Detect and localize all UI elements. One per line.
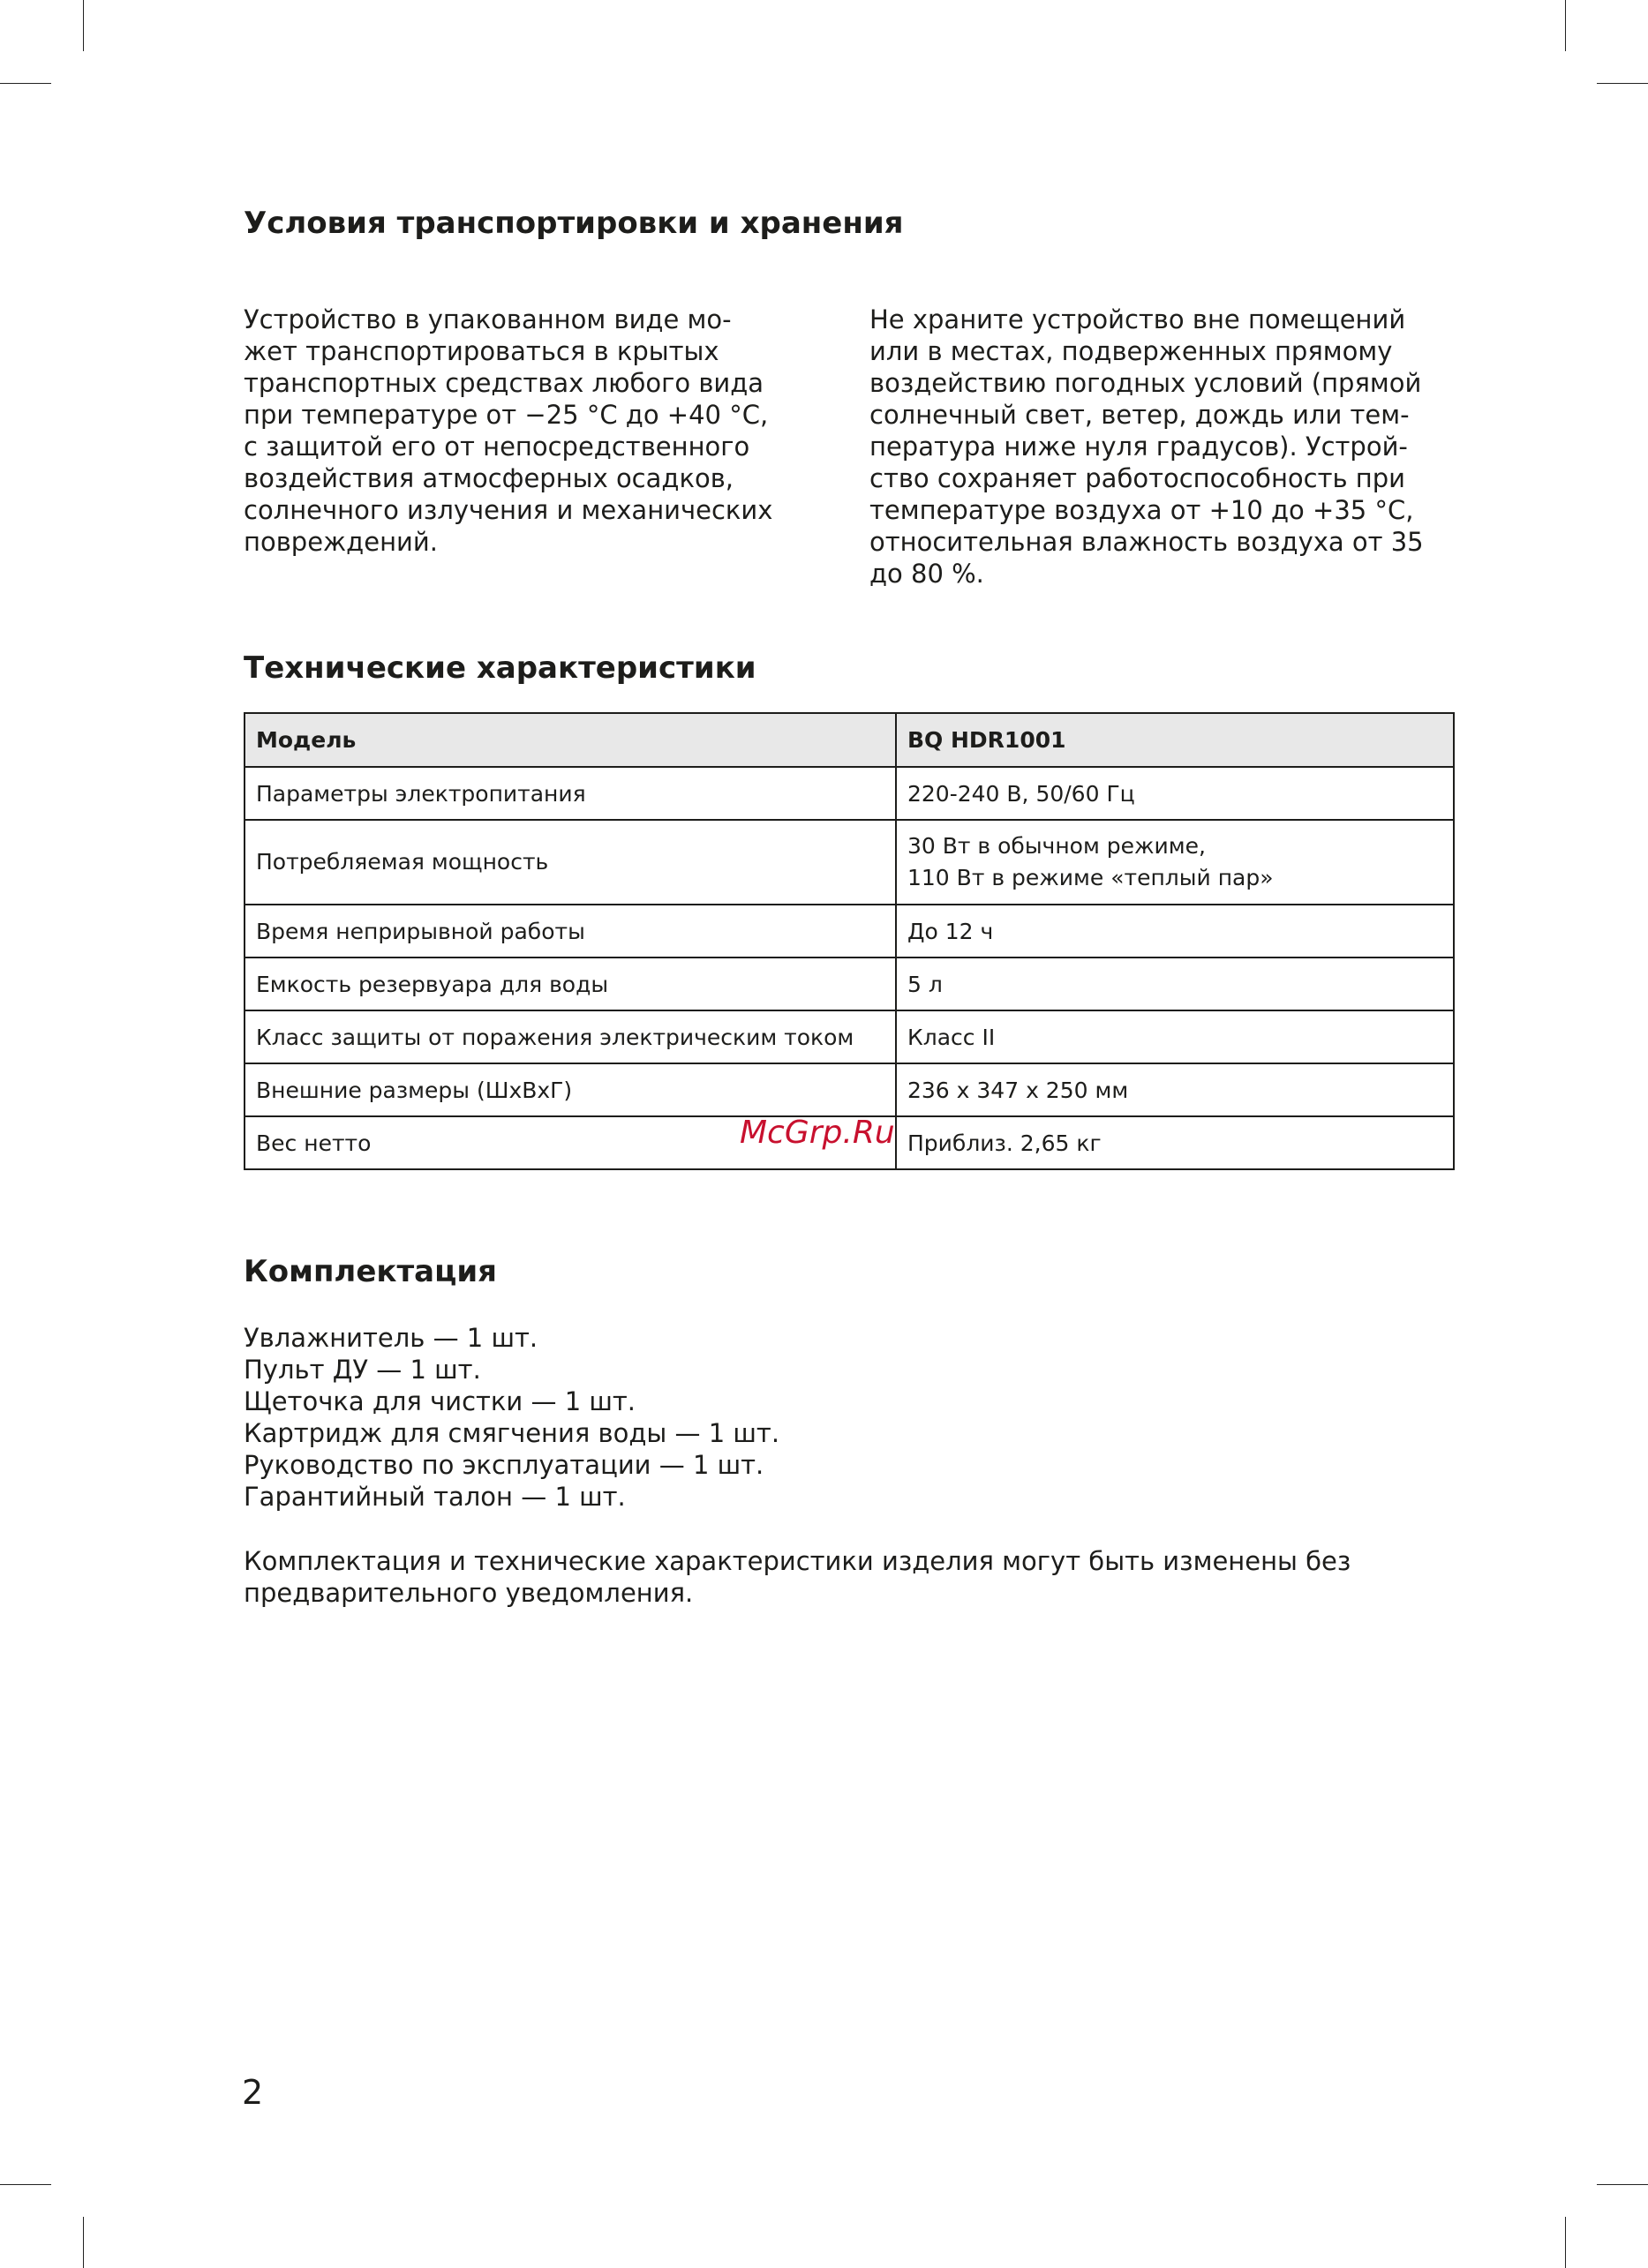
text-line: или в местах, подверженных прямому xyxy=(869,336,1393,366)
text-line: жет транспортироваться в крытых xyxy=(244,336,719,366)
list-item: Руководство по эксплуатации — 1 шт. xyxy=(244,1450,764,1480)
text-line: повреждений. xyxy=(244,527,438,557)
spec-value-cell: До 12 ч xyxy=(896,905,1454,958)
crop-mark-top-right-vertical xyxy=(1565,0,1566,51)
spec-value-cell: Приблиз. 2,65 кг xyxy=(896,1116,1454,1169)
header-key-cell: Модель xyxy=(245,713,896,767)
specs-table xyxy=(244,712,1455,1170)
crop-mark-bottom-left-vertical xyxy=(83,2217,84,2268)
table-header-row xyxy=(245,713,1454,767)
table-row xyxy=(245,767,1454,820)
list-item: Щеточка для чистки — 1 шт. xyxy=(244,1386,636,1416)
text-line: солнечный свет, ветер, дождь или тем- xyxy=(869,400,1410,430)
spec-value-line: 110 Вт в режиме «теплый пар» xyxy=(907,865,1274,890)
header-value-cell: BQ HDR1001 xyxy=(896,713,1454,767)
text-line: воздействию погодных условий (прямой xyxy=(869,368,1422,398)
spec-value-cell: 236 x 347 x 250 мм xyxy=(896,1063,1454,1116)
spec-value-cell: Класс II xyxy=(896,1010,1454,1063)
text-line: относительная влажность воздуха от 35 xyxy=(869,527,1424,557)
text-line: до 80 %. xyxy=(869,559,984,589)
text-line: Не храните устройство вне помещений xyxy=(869,304,1406,334)
crop-mark-bottom-right-horizontal xyxy=(1597,2184,1648,2185)
spec-key-cell: Вес нетто xyxy=(245,1116,896,1169)
package-list xyxy=(244,1322,779,1513)
crop-mark-bottom-left-horizontal xyxy=(0,2184,51,2185)
transport-heading: Условия транспортировки и хранения xyxy=(244,206,904,241)
text-line: ство сохраняет работоспособность при xyxy=(869,463,1406,493)
text-line: Устройство в упакованном виде мо- xyxy=(244,304,732,334)
spec-value-cell xyxy=(896,820,1454,905)
table-row xyxy=(245,820,1454,905)
page-number: 2 xyxy=(242,2073,264,2112)
transport-right-paragraph xyxy=(869,304,1424,590)
text-line: предварительного уведомления. xyxy=(244,1578,694,1608)
package-note xyxy=(244,1545,1351,1609)
specs-heading: Технические характеристики xyxy=(244,650,756,686)
text-line: Комплектация и технические характеристики изделия могут быть изменены без xyxy=(244,1546,1351,1576)
spec-key-cell: Емкость резервуара для воды xyxy=(245,958,896,1010)
text-line: воздействия атмосферных осадков, xyxy=(244,463,734,493)
list-item: Пульт ДУ — 1 шт. xyxy=(244,1355,481,1385)
text-line: температуре воздуха от +10 до +35 °C, xyxy=(869,495,1414,525)
crop-mark-top-left-horizontal xyxy=(0,83,51,84)
spec-key-cell: Класс защиты от поражения электрическим током xyxy=(245,1010,896,1063)
crop-mark-top-right-horizontal xyxy=(1597,83,1648,84)
table-row xyxy=(245,905,1454,958)
list-item: Увлажнитель — 1 шт. xyxy=(244,1323,538,1353)
spec-value-cell: 5 л xyxy=(896,958,1454,1010)
crop-mark-top-left-vertical xyxy=(83,0,84,51)
text-line: с защитой его от непосредственного xyxy=(244,432,750,462)
list-item: Картридж для смягчения воды — 1 шт. xyxy=(244,1418,780,1448)
spec-value-cell: 220-240 В, 50/60 Гц xyxy=(896,767,1454,820)
text-line: при температуре от −25 °C до +40 °C, xyxy=(244,400,769,430)
spec-key-cell: Время неприрывной работы xyxy=(245,905,896,958)
spec-key-cell: Потребляемая мощность xyxy=(245,820,896,905)
spec-key-cell: Внешние размеры (ШхВхГ) xyxy=(245,1063,896,1116)
spec-value-line: 30 Вт в обычном режиме, xyxy=(907,833,1206,859)
spec-key-cell: Параметры электропитания xyxy=(245,767,896,820)
table-row xyxy=(245,1063,1454,1116)
text-line: транспортных средствах любого вида xyxy=(244,368,764,398)
table-row xyxy=(245,958,1454,1010)
table-row xyxy=(245,1010,1454,1063)
watermark: McGrp.Ru xyxy=(740,1115,895,1151)
text-line: пература ниже нуля градусов). Устрой- xyxy=(869,432,1408,462)
list-item: Гарантийный талон — 1 шт. xyxy=(244,1482,626,1512)
text-line: солнечного излучения и механических xyxy=(244,495,773,525)
transport-left-paragraph xyxy=(244,304,772,558)
package-heading: Комплектация xyxy=(244,1254,497,1289)
crop-mark-bottom-right-vertical xyxy=(1565,2217,1566,2268)
